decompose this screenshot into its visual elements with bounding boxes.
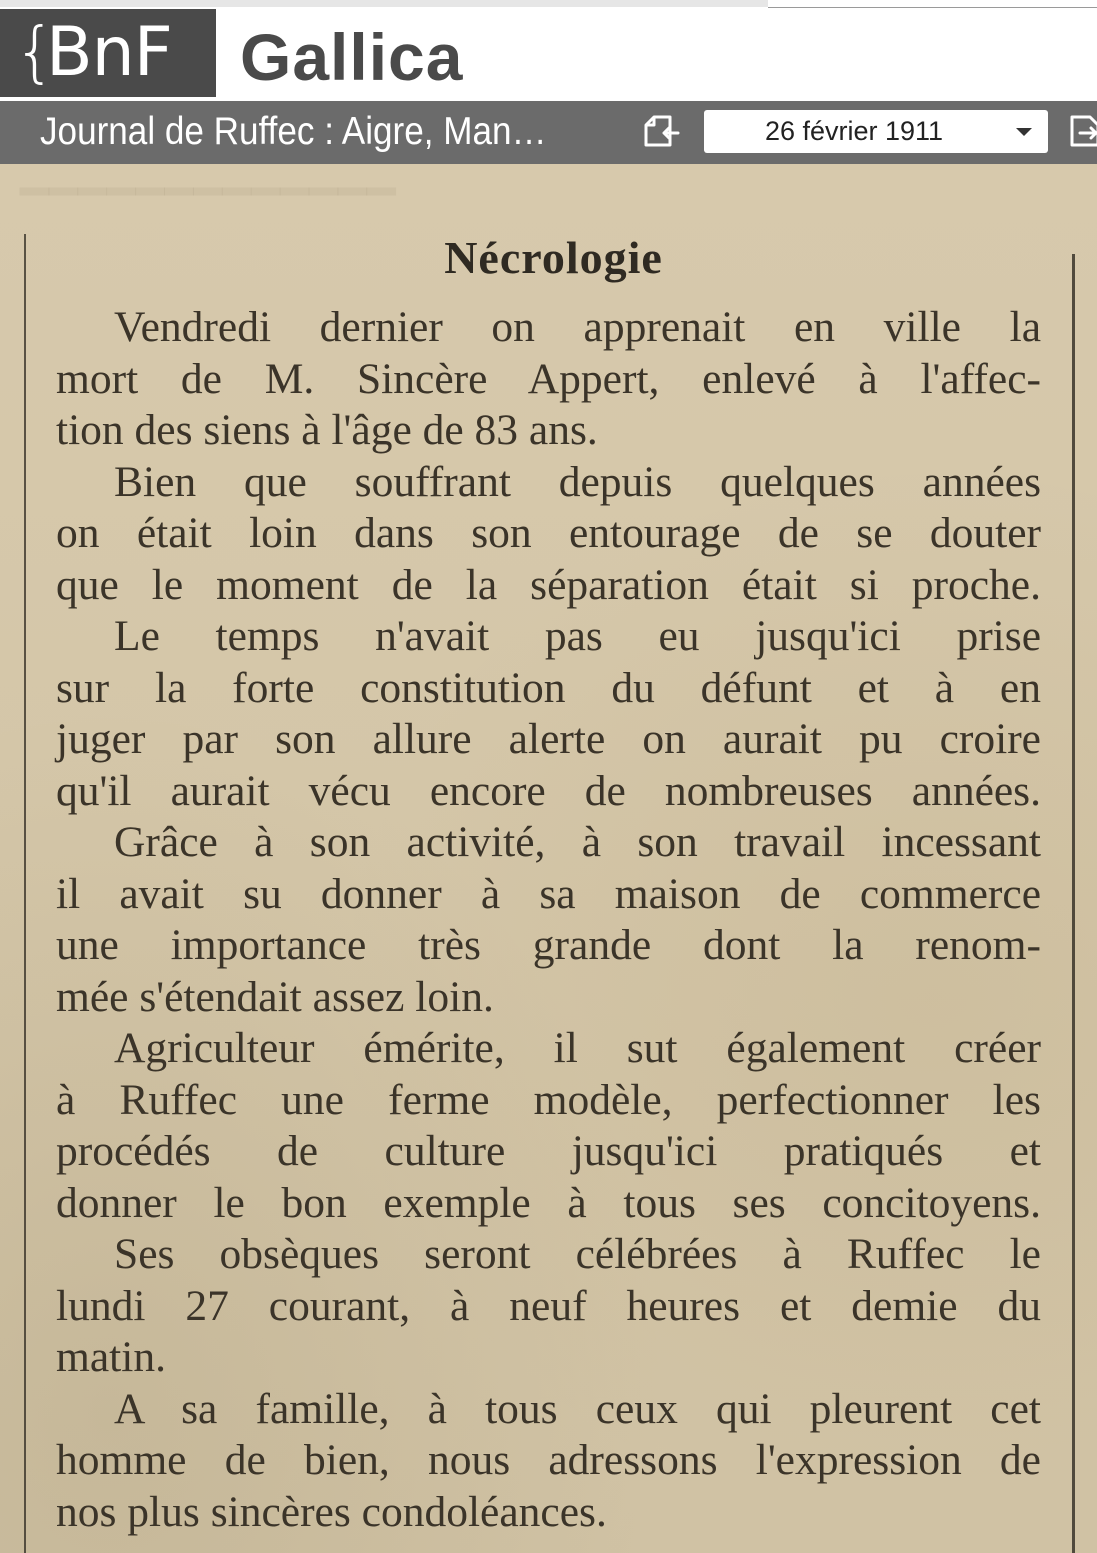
scanned-article xyxy=(56,214,1041,1538)
document-title: Journal de Ruffec : Aigre, Man… xyxy=(40,110,547,153)
text-line: Grâce à son activité, à son travail incessant xyxy=(114,818,1041,866)
text-line: donner le bon exemple à tous ses concitoyens. xyxy=(56,1178,1041,1227)
text-line: homme de bien, nous adressons l'expression de xyxy=(56,1436,1041,1484)
bleed-through-shadow: ━━━━━━━━━━━━━ xyxy=(20,166,396,219)
site-header xyxy=(0,9,1097,101)
paragraph-1 xyxy=(56,302,1041,405)
text-line: à Ruffec une ferme modèle, perfectionner les xyxy=(56,1075,1041,1124)
page-viewer[interactable] xyxy=(0,164,1097,1553)
text-line: mée s'étendait assez loin. xyxy=(56,972,494,1021)
top-strip-bar xyxy=(0,0,768,7)
next-issue-icon[interactable] xyxy=(1068,111,1097,151)
paragraph-5 xyxy=(56,1023,1041,1229)
chevron-down-icon xyxy=(1016,128,1032,136)
text-line: tion des siens à l'âge de 83 ans. xyxy=(56,406,598,454)
column-rule-left xyxy=(24,234,26,1553)
text-line: matin. xyxy=(56,1333,166,1381)
text-line: on était loin dans son entourage de se douter xyxy=(56,509,1041,557)
paragraph-4 xyxy=(56,817,1041,972)
paragraph-6 xyxy=(56,1229,1041,1332)
bnf-logo-text: BnF xyxy=(46,13,172,92)
bnf-logo[interactable] xyxy=(0,9,216,97)
issue-date-select[interactable] xyxy=(704,110,1048,153)
paragraph-6-end xyxy=(56,1332,1041,1384)
issue-date-value: 26 février 1911 xyxy=(764,116,944,146)
document-toolbar xyxy=(0,101,1097,164)
text-line: Ses obsèques seront célébrées à Ruffec le xyxy=(114,1230,1041,1278)
top-strip-rule xyxy=(768,7,1097,8)
text-line: une importance très grande dont la renom- xyxy=(56,921,1041,969)
text-line: Vendredi dernier on apprenait en ville la xyxy=(114,303,1041,351)
bnf-logo-brace: { xyxy=(14,13,56,90)
text-line: Agriculteur émérite, il sut également créer xyxy=(114,1024,1041,1072)
text-line: Le temps n'avait pas eu jusqu'ici prise xyxy=(114,612,1041,660)
paragraph-4-end xyxy=(56,972,1041,1024)
article-heading: Nécrologie xyxy=(444,232,663,283)
gallica-logo[interactable]: Gallica xyxy=(240,20,464,94)
text-line: sur la forte constitution du défunt et à en xyxy=(56,663,1041,712)
text-line: il avait su donner à sa maison de commerce xyxy=(56,869,1041,918)
previous-issue-icon[interactable] xyxy=(640,111,680,151)
paragraph-3 xyxy=(56,611,1041,817)
paragraph-7 xyxy=(56,1384,1041,1487)
paragraph-2 xyxy=(56,457,1041,612)
text-line: procédés de culture jusqu'ici pratiqués et xyxy=(56,1127,1041,1175)
paragraph-7-end xyxy=(56,1487,1041,1539)
top-strip xyxy=(0,0,1097,9)
text-line: Bien que souffrant depuis quelques années xyxy=(114,457,1041,506)
text-line: nos plus sincères condoléances. xyxy=(56,1487,607,1536)
text-line: A sa famille, à tous ceux qui pleurent cet xyxy=(114,1384,1041,1433)
column-rule-right xyxy=(1072,254,1075,1553)
text-line: juger par son allure alerte on aurait pu croire xyxy=(56,715,1041,763)
text-line: qu'il aurait vécu encore de nombreuses années. xyxy=(56,766,1041,815)
text-line: que le moment de la séparation était si proche. xyxy=(56,560,1041,609)
text-line: mort de M. Sincère Appert, enlevé à l'affec- xyxy=(56,354,1041,403)
paragraph-1-end xyxy=(56,405,1041,457)
text-line: lundi 27 courant, à neuf heures et demie du xyxy=(56,1281,1041,1330)
